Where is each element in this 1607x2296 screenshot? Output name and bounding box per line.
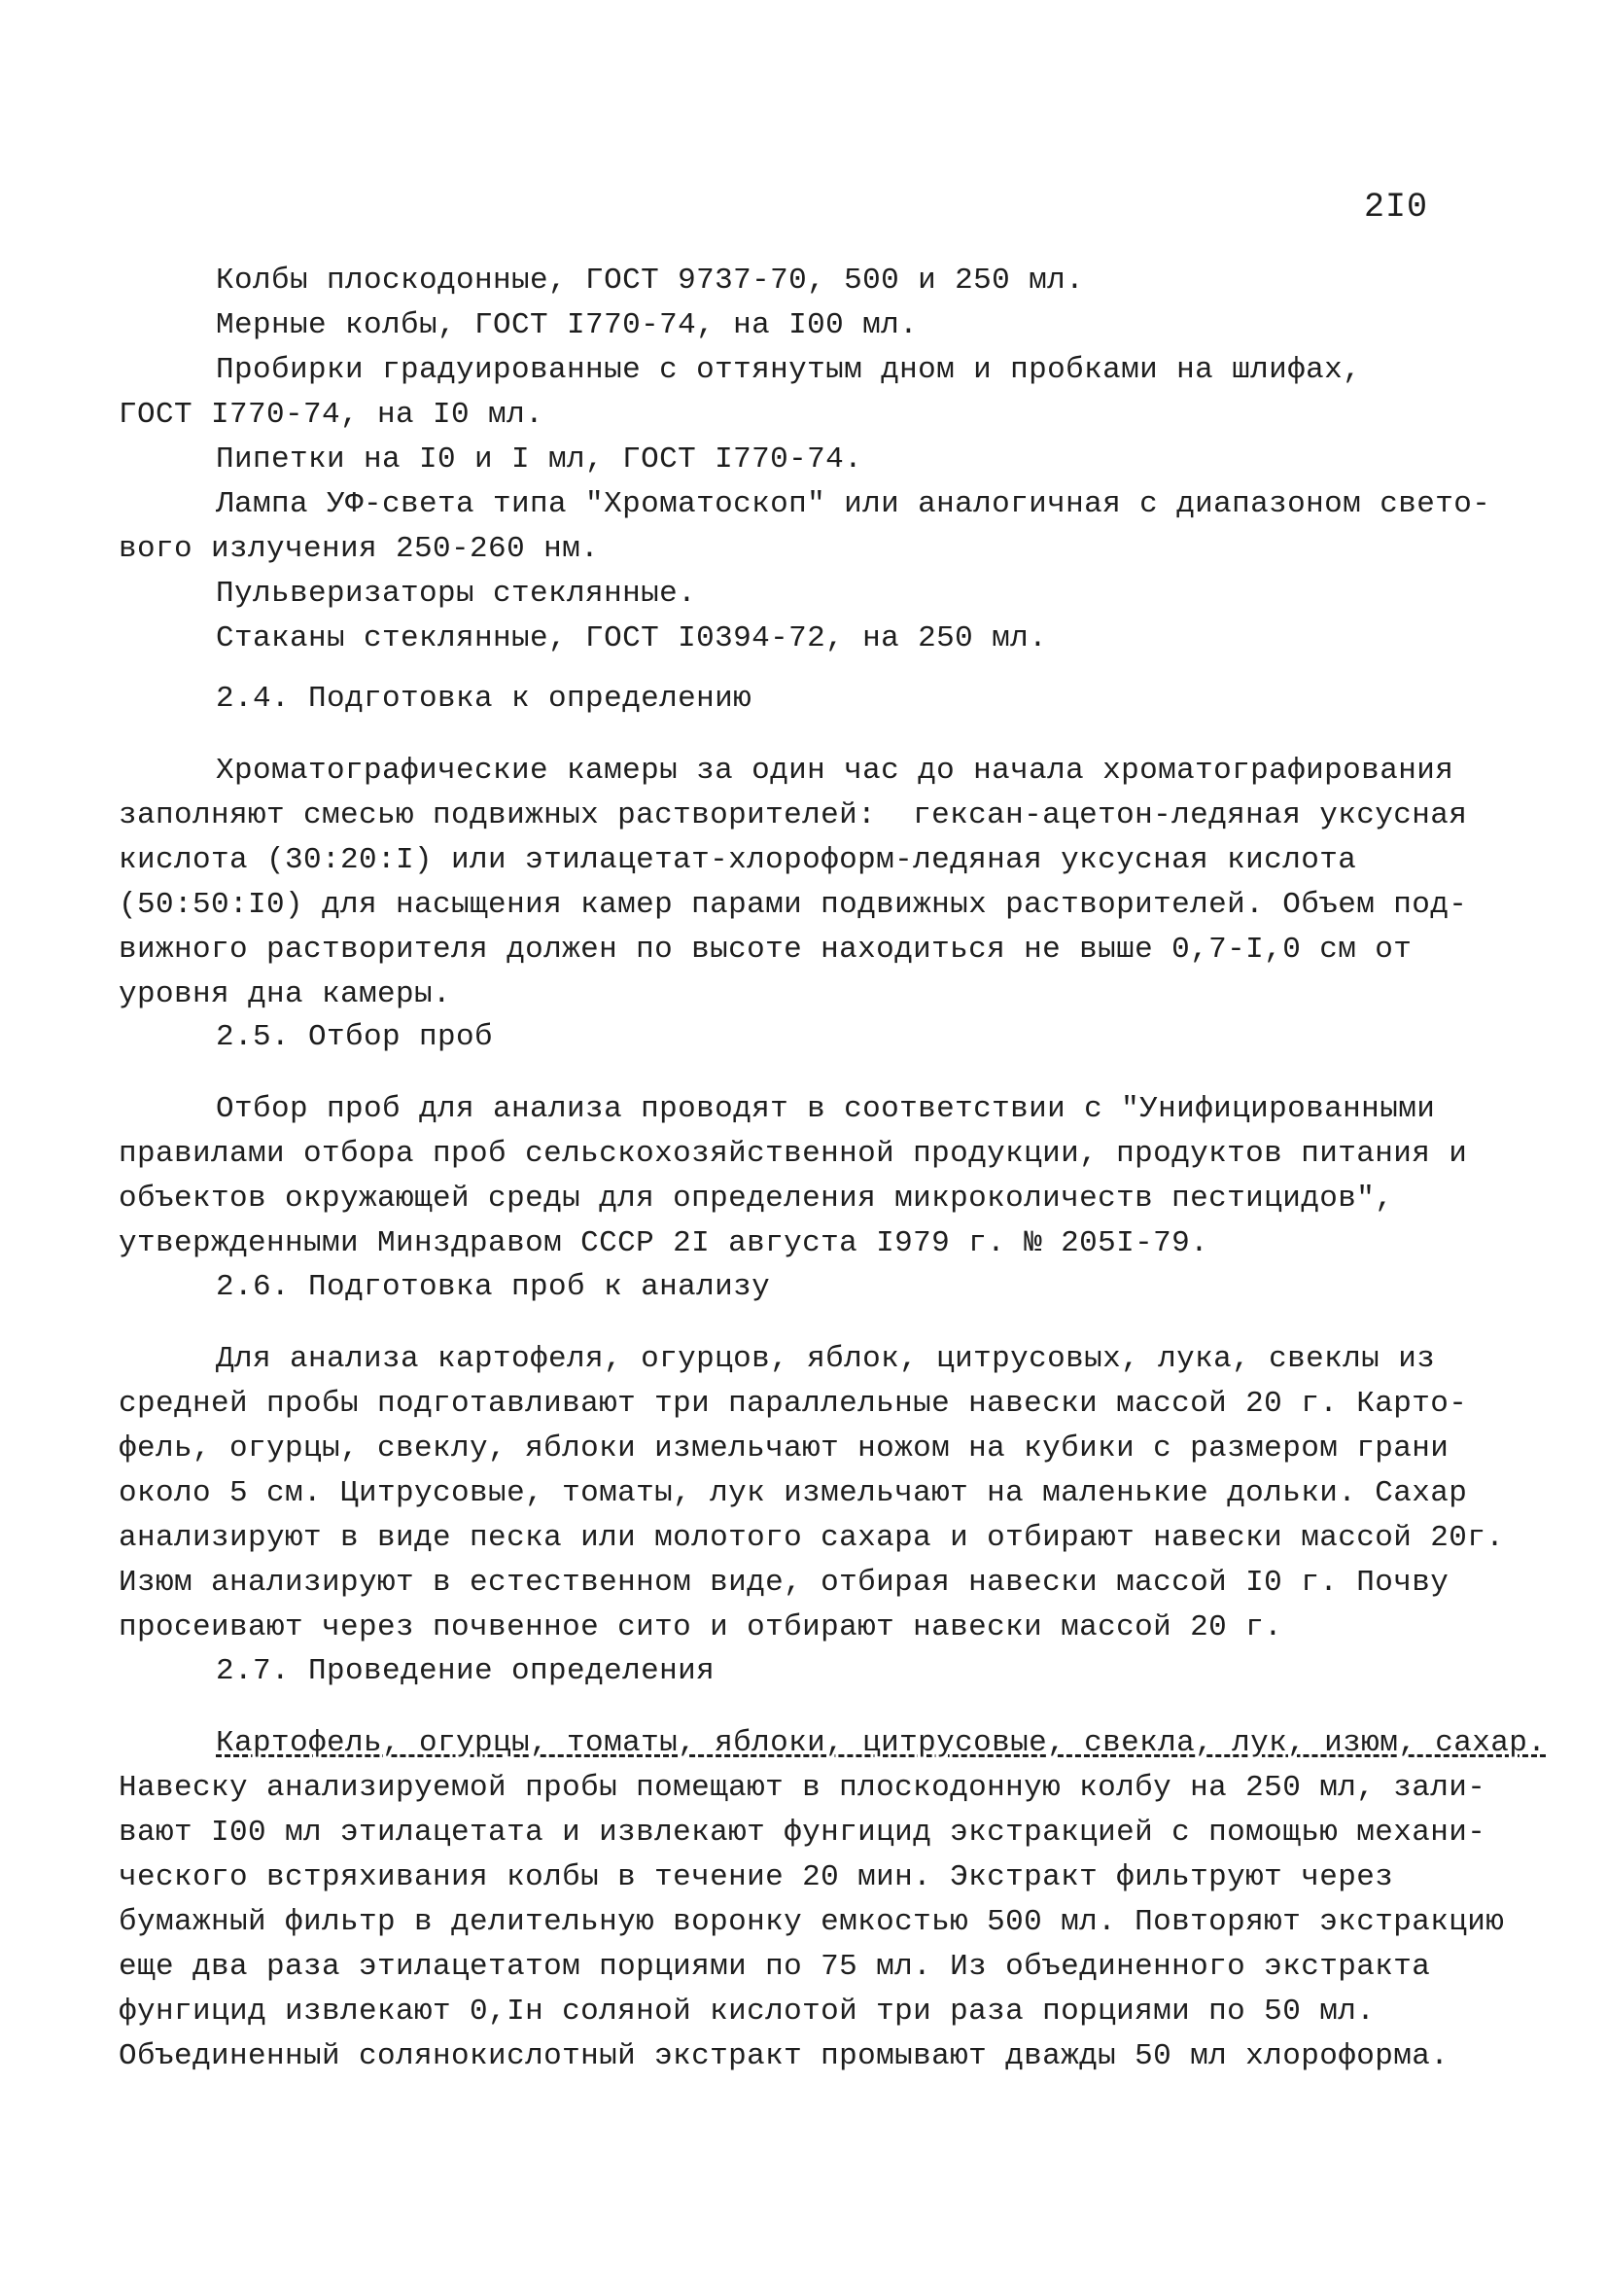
paragraph-line: фель, огурцы, свеклу, яблоки измельчают ножом на кубики с размером грани — [119, 1431, 1450, 1466]
paragraph-line: кислота (30:20:I) или этилацетат-хлороформ-ледяная уксусная кислота — [119, 843, 1357, 877]
paragraph-line: просеивают через почвенное сито и отбирают навески массой 20 г. — [119, 1610, 1283, 1644]
equipment-item: Пипетки на I0 и I мл, ГОСТ I770-74. — [216, 442, 863, 477]
paragraph-line: Отбор проб для анализа проводят в соответствии с "Унифицированными — [216, 1092, 1436, 1126]
section-2-7 — [119, 1649, 1547, 2079]
paragraph-line: Объединенный солянокислотный экстракт промывают дважды 50 мл хлороформа. — [119, 2039, 1450, 2073]
paragraph-line: Навеску анализируемой пробы помещают в плоскодонную колбу на 250 мл, зали- — [119, 1771, 1486, 1805]
equipment-item: Колбы плоскодонные, ГОСТ 9737-70, 500 и 250 мл. — [216, 264, 1085, 298]
paragraph-line: утвержденными Минздравом СССР 2I августа I979 г. № 205I-79. — [119, 1226, 1209, 1260]
paragraph-line: Хроматографические камеры за один час до начала хроматографирования — [216, 754, 1454, 788]
paragraph-line: (50:50:I0) для насыщения камер парами подвижных растворителей. Объем под- — [119, 888, 1468, 922]
equipment-item: Пробирки градуированные с оттянутым дном и пробками на шлифах, — [216, 353, 1362, 387]
sample-types-subheading: Картофель, огурцы, томаты, яблоки, цитрусовые, свекла, лук, изюм, сахар. — [216, 1726, 1547, 1760]
paragraph-line: вают I00 мл этилацетата и извлекают фунгицид экстракцией с помощью механи- — [119, 1816, 1486, 1850]
paragraph-line: фунгицид извлекают 0,Iн соляной кислотой три раза порциями по 50 мл. — [119, 1995, 1376, 2029]
section-heading: 2.6. Подготовка проб к анализу — [216, 1270, 771, 1304]
section-2-4 — [119, 677, 1470, 1017]
paragraph-line: объектов окружающей среды для определения микроколичеств пестицидов", — [119, 1182, 1394, 1216]
paragraph-line: Изюм анализируют в естественном виде, отбирая навески массой I0 г. Почву — [119, 1566, 1450, 1600]
paragraph-line: заполняют смесью подвижных растворителей: гексан-ацетон-ледяная уксусная — [119, 798, 1468, 832]
equipment-item: Лампа УФ-света типа "Хроматоскоп" или аналогичная с диапазоном свето- — [216, 487, 1491, 521]
paragraph-line: еще два раза этилацетатом порциями по 75 мл. Из объединенного экстракта — [119, 1950, 1431, 1984]
paragraph-line: анализируют в виде песка или молотого сахара и отбирают навески массой 20г. — [119, 1521, 1505, 1555]
paragraph-line: около 5 см. Цитрусовые, томаты, лук измельчают на маленькие дольки. Сахар — [119, 1476, 1468, 1510]
paragraph-line: уровня дна камеры. — [119, 977, 452, 1011]
section-heading: 2.4. Подготовка к определению — [216, 682, 752, 716]
section-heading: 2.5. Отбор проб — [216, 1020, 494, 1054]
paragraph-line: Для анализа картофеля, огурцов, яблок, цитрусовых, лука, свеклы из — [216, 1342, 1436, 1376]
paragraph-line: средней пробы подготавливают три параллельные навески массой 20 г. Карто- — [119, 1387, 1468, 1421]
equipment-item: Мерные колбы, ГОСТ I770-74, на I00 мл. — [216, 308, 919, 342]
section-2-5 — [119, 1015, 1470, 1266]
paragraph-line: бумажный фильтр в делительную воронку емкостью 500 мл. Повторяют экстракцию — [119, 1905, 1505, 1939]
paragraph-line: ческого встряхивания колбы в течение 20 мин. Экстракт фильтруют через — [119, 1860, 1394, 1894]
equipment-item-continuation: вого излучения 250-260 нм. — [119, 532, 600, 566]
equipment-item-continuation: ГОСТ I770-74, на I0 мл. — [119, 398, 544, 432]
section-heading: 2.7. Проведение определения — [216, 1654, 716, 1688]
paragraph-line: вижного растворителя должен по высоте находиться не выше 0,7-I,0 см от — [119, 933, 1413, 967]
section-2-6 — [119, 1265, 1505, 1650]
page-number: 2I0 — [1364, 188, 1429, 227]
paragraph-line: правилами отбора проб сельскохозяйственной продукции, продуктов питания и — [119, 1137, 1468, 1171]
equipment-item: Стаканы стеклянные, ГОСТ I0394-72, на 250 мл. — [216, 621, 1048, 655]
equipment-item: Пульверизаторы стеклянные. — [216, 577, 697, 611]
equipment-list — [119, 259, 1491, 661]
